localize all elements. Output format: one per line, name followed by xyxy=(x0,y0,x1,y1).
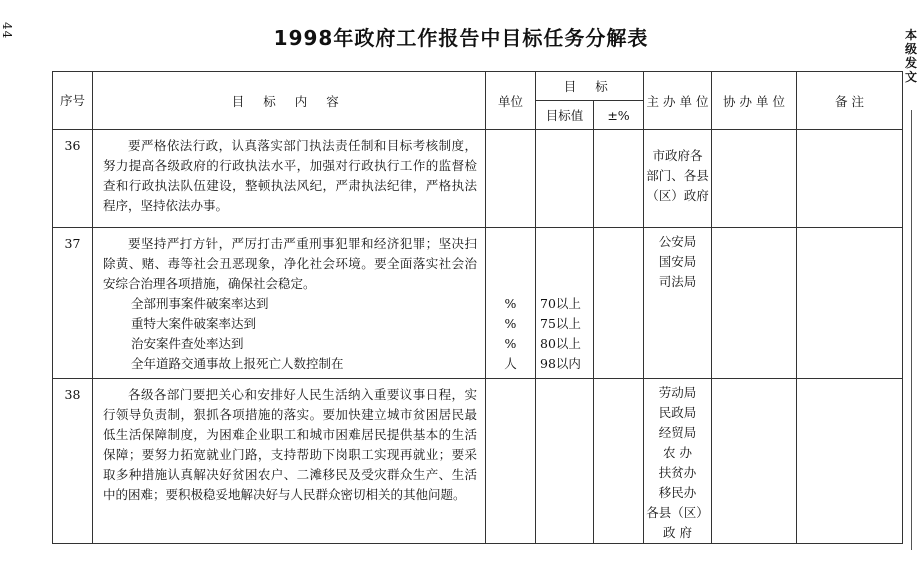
row-remark xyxy=(797,379,903,544)
header-target-value: 目标值 xyxy=(536,101,594,130)
lead-unit: 经贸局 xyxy=(658,425,697,440)
row-paragraph: 各级各部门要把关心和安排好人民生活纳入重要议事日程，实行领导负责制，狠抓各项措施的落实。要加快建立城市贫困居民最低生活保障制度，为困难企业职工和城市困难居民提供基本的生活保障；要努力拓宽就业门路，支持帮助下岗职工实现再就业；要采取多种措施认真解决好贫困农户、二滩移民及受灾群众生产、生活中的困难；要积极稳妥地解决好与人民群众密切相关的其他问题。 xyxy=(103,387,477,502)
row-assist xyxy=(712,228,797,379)
indicator-text: 全年道路交通事故上报死亡人数控制在 xyxy=(131,356,344,371)
indicator-text: 全部刑事案件破案率达到 xyxy=(131,296,269,311)
row-content xyxy=(93,130,486,228)
lead-unit: 各县（区） xyxy=(646,505,709,520)
row-unit xyxy=(486,379,536,544)
indicator-text: 重特大案件破案率达到 xyxy=(131,316,257,331)
row-content xyxy=(93,379,486,544)
target-task-table xyxy=(52,71,903,544)
indicator-value: 80以上 xyxy=(540,336,581,351)
lead-unit: 政 府 xyxy=(663,525,692,540)
header-remark: 备 注 xyxy=(797,72,903,130)
row-target-value xyxy=(536,130,594,228)
indicator-value: 98以内 xyxy=(540,356,581,371)
indicator-text: 治安案件查处率达到 xyxy=(131,336,244,351)
page-number: 44 xyxy=(0,22,14,40)
row-seq: 38 xyxy=(53,379,93,544)
row-paragraph: 要坚持严打方针，严厉打击严重刑事犯罪和经济犯罪；坚决扫除黄、赌、毒等社会丑恶现象，净化社会环境。要全面落实社会治安综合治理各项措施，确保社会稳定。 xyxy=(103,236,477,291)
row-tolerance xyxy=(594,379,644,544)
lead-unit: 劳动局 xyxy=(658,385,697,400)
lead-unit: 部门、各县 xyxy=(646,168,709,183)
indicator-unit: % xyxy=(504,316,517,331)
row-lead-units xyxy=(644,379,712,544)
lead-unit: 公安局 xyxy=(658,234,697,249)
row-tolerance xyxy=(594,130,644,228)
lead-unit: 移民办 xyxy=(658,485,697,500)
indicator-unit: % xyxy=(504,296,517,311)
row-tolerance xyxy=(594,228,644,379)
table-row xyxy=(53,379,903,544)
indicator-value: 75以上 xyxy=(540,316,581,331)
row-unit xyxy=(486,130,536,228)
lead-unit: 扶贫办 xyxy=(658,465,697,480)
row-remark xyxy=(797,130,903,228)
row-seq: 37 xyxy=(53,228,93,379)
side-rule xyxy=(911,110,912,550)
row-content xyxy=(93,228,486,379)
header-target: 目 标 xyxy=(536,72,644,101)
page-title: 1998年政府工作报告中目标任务分解表 xyxy=(273,26,649,50)
row-target-value xyxy=(536,228,594,379)
indicator-unit: % xyxy=(504,336,517,351)
row-assist xyxy=(712,379,797,544)
indicator-value: 70以上 xyxy=(540,296,581,311)
row-unit xyxy=(486,228,536,379)
lead-unit: 农 办 xyxy=(663,445,692,460)
row-paragraph: 要严格依法行政，认真落实部门执法责任制和目标考核制度，努力提高各级政府的行政执法水平，加强对行政执行工作的监督检查和行政执法队伍建设，整顿执法风纪，严肃执法纪律，严格执法程序，坚持依法办事。 xyxy=(103,138,477,213)
row-remark xyxy=(797,228,903,379)
row-target-value xyxy=(536,379,594,544)
row-lead-units xyxy=(644,228,712,379)
table-row xyxy=(53,228,903,379)
lead-unit: 市政府各 xyxy=(652,148,703,163)
lead-unit: 司法局 xyxy=(658,274,697,289)
header-unit: 单位 xyxy=(486,72,536,130)
lead-unit: 民政局 xyxy=(658,405,697,420)
indicator-unit: 人 xyxy=(504,356,517,371)
row-assist xyxy=(712,130,797,228)
lead-unit: （区）政府 xyxy=(646,188,709,203)
lead-unit: 国安局 xyxy=(658,254,697,269)
side-label: 本级发文 xyxy=(904,28,917,84)
table-row xyxy=(53,130,903,228)
header-lead: 主 办 单 位 xyxy=(644,72,712,130)
header-seq: 序号 xyxy=(53,72,93,130)
header-content: 目 标 内 容 xyxy=(93,72,486,130)
row-seq: 36 xyxy=(53,130,93,228)
header-assist: 协 办 单 位 xyxy=(712,72,797,130)
header-tolerance: ±% xyxy=(594,101,644,130)
row-lead-units xyxy=(644,130,712,228)
